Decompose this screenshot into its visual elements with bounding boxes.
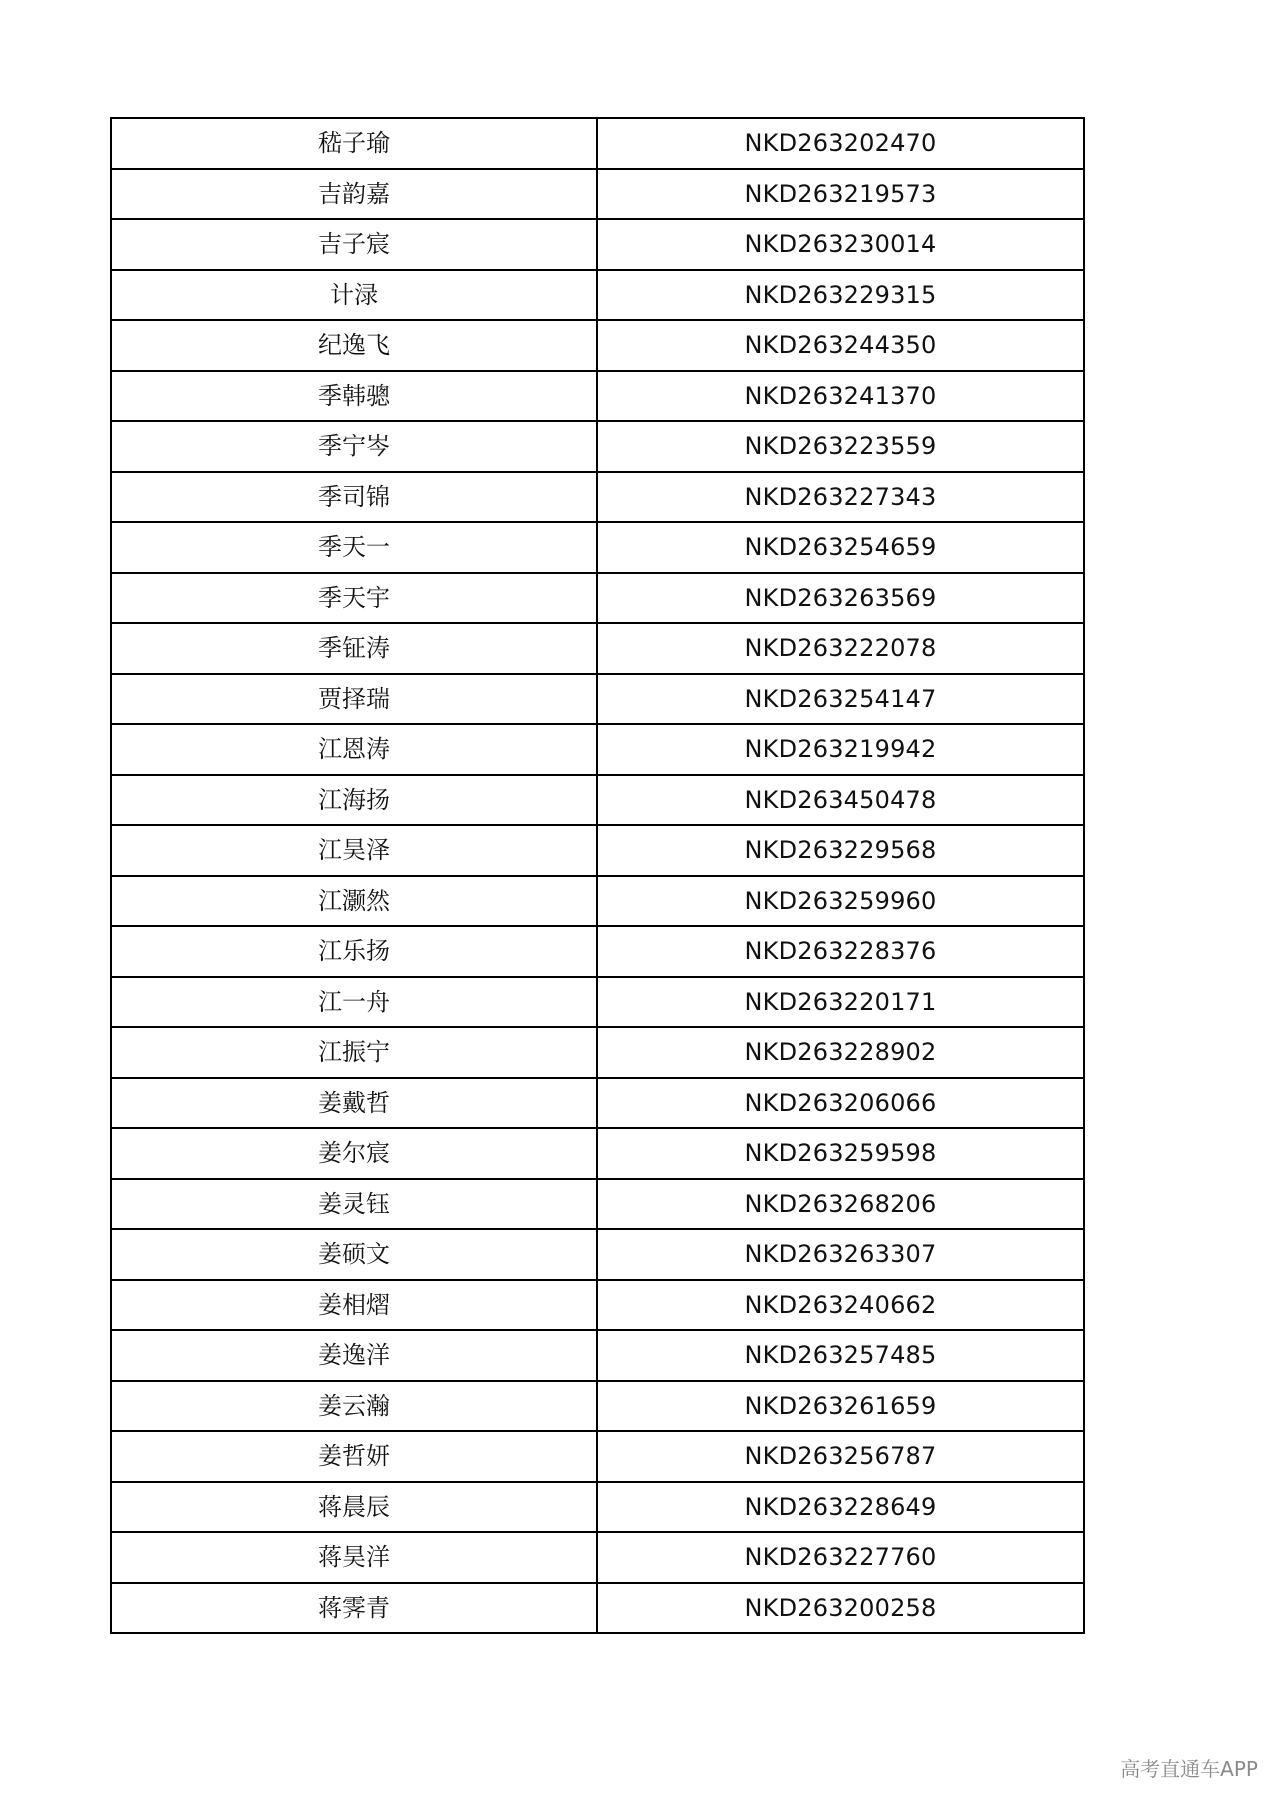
student-id-cell: NKD263263569 [597,573,1084,624]
student-id-cell: NKD263230014 [597,219,1084,270]
student-id-cell: NKD263206066 [597,1078,1084,1129]
table-row [111,320,1084,371]
table-row [111,1280,1084,1331]
student-name-cell: 江一舟 [111,977,597,1028]
student-id-cell: NKD263227343 [597,472,1084,523]
student-name-cell: 姜戴哲 [111,1078,597,1129]
table-row [111,674,1084,725]
student-name-cell: 季韩骢 [111,371,597,422]
table-row [111,724,1084,775]
student-name-cell: 江昊泽 [111,825,597,876]
table-row [111,1027,1084,1078]
table-row [111,1482,1084,1533]
student-name-cell: 姜硕文 [111,1229,597,1280]
student-name-cell: 季宁岑 [111,421,597,472]
student-id-cell: NKD263257485 [597,1330,1084,1381]
student-id-cell: NKD263259960 [597,876,1084,927]
table-row [111,1179,1084,1230]
watermark-text: 高考直通车APP [1120,1757,1258,1781]
student-name-cell: 姜逸洋 [111,1330,597,1381]
student-id-cell: NKD263219573 [597,169,1084,220]
student-name-cell: 姜相熠 [111,1280,597,1331]
student-id-cell: NKD263268206 [597,1179,1084,1230]
table-row [111,270,1084,321]
student-name-cell: 蒋霁青 [111,1583,597,1634]
student-id-cell: NKD263228649 [597,1482,1084,1533]
student-id-cell: NKD263254147 [597,674,1084,725]
table-row [111,1229,1084,1280]
table-row [111,926,1084,977]
student-id-cell: NKD263200258 [597,1583,1084,1634]
student-name-cell: 江振宁 [111,1027,597,1078]
student-name-cell: 姜灵钰 [111,1179,597,1230]
student-id-cell: NKD263220171 [597,977,1084,1028]
student-id-cell: NKD263219942 [597,724,1084,775]
student-name-cell: 姜云瀚 [111,1381,597,1432]
table-row [111,1381,1084,1432]
table-row [111,1532,1084,1583]
student-name-cell: 季钲涛 [111,623,597,674]
student-name-cell: 吉韵嘉 [111,169,597,220]
student-id-cell: NKD263202470 [597,118,1084,169]
table-row [111,1128,1084,1179]
student-id-cell: NKD263244350 [597,320,1084,371]
student-id-cell: NKD263228902 [597,1027,1084,1078]
student-name-cell: 贾择瑞 [111,674,597,725]
table-row [111,825,1084,876]
table-row [111,876,1084,927]
table-row [111,472,1084,523]
table-row [111,775,1084,826]
student-name-cell: 江恩涛 [111,724,597,775]
student-name-cell: 江乐扬 [111,926,597,977]
student-name-cell: 纪逸飞 [111,320,597,371]
student-id-cell: NKD263227760 [597,1532,1084,1583]
student-id-cell: NKD263228376 [597,926,1084,977]
student-id-cell: NKD263229568 [597,825,1084,876]
table-row [111,1431,1084,1482]
student-name-cell: 姜哲妍 [111,1431,597,1482]
student-name-cell: 吉子宸 [111,219,597,270]
table-row [111,169,1084,220]
table-row [111,118,1084,169]
table-row [111,623,1084,674]
table-row [111,573,1084,624]
student-id-cell: NKD263256787 [597,1431,1084,1482]
student-id-cell: NKD263261659 [597,1381,1084,1432]
table-row [111,421,1084,472]
table-body [111,118,1084,1633]
student-id-cell: NKD263229315 [597,270,1084,321]
student-id-cell: NKD263254659 [597,522,1084,573]
student-name-cell: 季司锦 [111,472,597,523]
student-name-cell: 蒋昊洋 [111,1532,597,1583]
student-name-cell: 蒋晨辰 [111,1482,597,1533]
student-name-cell: 江灏然 [111,876,597,927]
student-id-cell: NKD263222078 [597,623,1084,674]
student-id-cell: NKD263263307 [597,1229,1084,1280]
table-row [111,219,1084,270]
student-id-cell: NKD263450478 [597,775,1084,826]
student-id-cell: NKD263240662 [597,1280,1084,1331]
student-id-cell: NKD263223559 [597,421,1084,472]
table-row [111,1583,1084,1634]
student-id-cell: NKD263241370 [597,371,1084,422]
table-row [111,977,1084,1028]
student-name-cell: 姜尔宸 [111,1128,597,1179]
student-name-cell: 嵇子瑜 [111,118,597,169]
student-id-cell: NKD263259598 [597,1128,1084,1179]
student-name-cell: 江海扬 [111,775,597,826]
table-row [111,522,1084,573]
table-row [111,1078,1084,1129]
table-row [111,1330,1084,1381]
student-name-cell: 计渌 [111,270,597,321]
student-list-table [110,117,1085,1634]
student-name-cell: 季天一 [111,522,597,573]
table-row [111,371,1084,422]
student-name-cell: 季天宇 [111,573,597,624]
